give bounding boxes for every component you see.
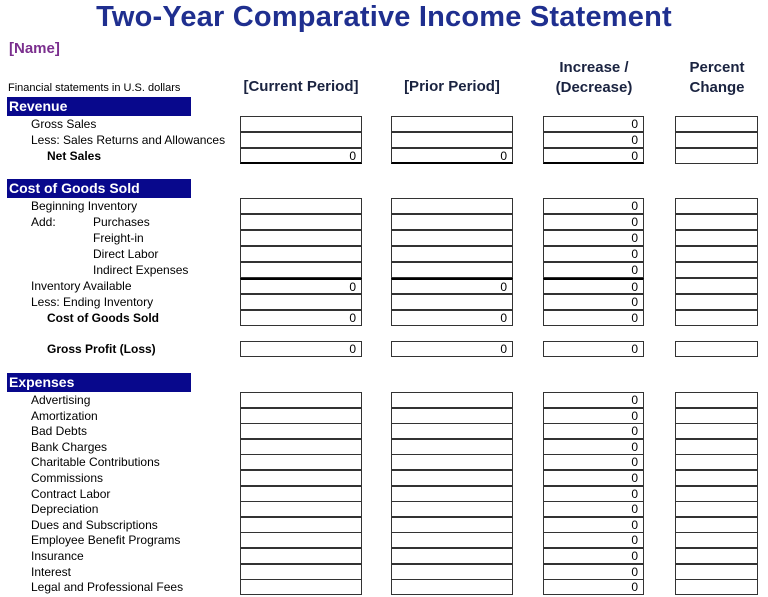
- percent-cell[interactable]: [675, 392, 758, 408]
- prior-period-cell[interactable]: [391, 579, 513, 595]
- percent-cell[interactable]: [675, 579, 758, 595]
- prior-period-cell[interactable]: [391, 439, 513, 455]
- prior-period-cell[interactable]: [391, 392, 513, 408]
- prior-period-cell[interactable]: [391, 132, 513, 148]
- percent-cell[interactable]: [675, 423, 758, 439]
- column-header-percent-line2: Change: [689, 79, 745, 96]
- percent-cell[interactable]: [675, 564, 758, 580]
- prior-period-cell[interactable]: [391, 532, 513, 548]
- current-period-cell[interactable]: 0: [240, 278, 362, 294]
- currency-note: Financial statements in U.S. dollars: [8, 82, 181, 94]
- percent-cell[interactable]: [675, 132, 758, 148]
- row-label: Advertising: [31, 393, 91, 407]
- percent-cell[interactable]: [675, 294, 758, 310]
- current-period-cell[interactable]: [240, 454, 362, 470]
- change-cell[interactable]: 0: [543, 517, 644, 533]
- current-period-cell[interactable]: [240, 392, 362, 408]
- prior-period-cell[interactable]: [391, 408, 513, 424]
- prior-period-cell[interactable]: [391, 262, 513, 278]
- row-label: Purchases: [93, 215, 150, 229]
- row-label: Bad Debts: [31, 424, 88, 439]
- change-cell[interactable]: 0: [543, 470, 644, 486]
- prior-period-cell[interactable]: [391, 470, 513, 486]
- percent-cell[interactable]: [675, 532, 758, 548]
- current-period-cell[interactable]: [240, 230, 362, 246]
- current-period-cell[interactable]: [240, 579, 362, 595]
- change-cell[interactable]: 0: [543, 454, 644, 470]
- current-period-cell[interactable]: [240, 262, 362, 278]
- prior-period-cell[interactable]: [391, 214, 513, 230]
- current-period-cell[interactable]: [240, 423, 362, 439]
- prior-period-cell[interactable]: [391, 486, 513, 502]
- current-period-cell[interactable]: [240, 246, 362, 262]
- column-header-increase-line1: Increase /: [559, 59, 629, 76]
- current-period-cell[interactable]: [240, 501, 362, 517]
- row-label: Inventory Available: [31, 279, 132, 293]
- change-cell[interactable]: 0: [543, 408, 644, 424]
- change-cell[interactable]: 0: [543, 132, 644, 148]
- change-cell[interactable]: 0: [543, 532, 644, 548]
- current-period-cell[interactable]: 0: [240, 341, 362, 357]
- row-label: Amortization: [31, 408, 98, 423]
- percent-cell[interactable]: [675, 454, 758, 470]
- change-cell[interactable]: 0: [543, 392, 644, 408]
- row-label: Insurance: [31, 549, 84, 563]
- change-cell[interactable]: 0: [543, 148, 644, 164]
- percent-cell[interactable]: [675, 214, 758, 230]
- current-period-cell[interactable]: [240, 198, 362, 214]
- prior-period-cell[interactable]: [391, 564, 513, 580]
- prior-period-cell[interactable]: 0: [391, 341, 513, 357]
- prior-period-cell[interactable]: [391, 198, 513, 214]
- change-cell[interactable]: 0: [543, 423, 644, 439]
- change-cell[interactable]: 0: [543, 564, 644, 580]
- row-prefix: Add:: [31, 215, 56, 229]
- change-cell[interactable]: 0: [543, 262, 644, 278]
- row-label: Less: Ending Inventory: [31, 295, 154, 309]
- percent-cell[interactable]: [675, 116, 758, 132]
- current-period-cell[interactable]: 0: [240, 148, 362, 164]
- prior-period-cell[interactable]: 0: [391, 310, 513, 326]
- current-period-cell[interactable]: [240, 517, 362, 533]
- prior-period-cell[interactable]: [391, 454, 513, 470]
- current-period-cell[interactable]: [240, 532, 362, 548]
- prior-period-cell[interactable]: [391, 230, 513, 246]
- row-label: Charitable Contributions: [31, 455, 160, 470]
- row-label: Less: Sales Returns and Allowances: [31, 133, 226, 147]
- prior-period-cell[interactable]: [391, 294, 513, 310]
- change-cell[interactable]: 0: [543, 246, 644, 262]
- row-label: Employee Benefit Programs: [31, 533, 181, 548]
- current-period-cell[interactable]: [240, 132, 362, 148]
- percent-cell[interactable]: [675, 501, 758, 517]
- percent-cell[interactable]: [675, 278, 758, 294]
- percent-cell[interactable]: [675, 148, 758, 164]
- current-period-cell[interactable]: 0: [240, 310, 362, 326]
- prior-period-cell[interactable]: [391, 517, 513, 533]
- row-label: Indirect Expenses: [93, 263, 189, 277]
- change-cell[interactable]: 0: [543, 116, 644, 132]
- row-label: Net Sales: [47, 149, 102, 163]
- column-header-percent: [667, 58, 767, 98]
- row-label: Legal and Professional Fees: [31, 580, 184, 595]
- prior-period-cell[interactable]: [391, 501, 513, 517]
- prior-period-cell[interactable]: 0: [391, 148, 513, 164]
- row-label: Interest: [31, 564, 72, 579]
- change-cell[interactable]: 0: [543, 214, 644, 230]
- change-cell[interactable]: 0: [543, 278, 644, 294]
- row-label: Depreciation: [31, 502, 99, 517]
- percent-cell[interactable]: [675, 408, 758, 424]
- row-label: Cost of Goods Sold: [47, 311, 159, 325]
- percent-cell[interactable]: [675, 517, 758, 533]
- change-cell[interactable]: 0: [543, 486, 644, 502]
- current-period-cell[interactable]: [240, 214, 362, 230]
- prior-period-cell[interactable]: [391, 548, 513, 564]
- name-placeholder[interactable]: [Name]: [9, 40, 60, 57]
- section-header-cogs: Cost of Goods Sold: [7, 179, 191, 198]
- column-header-increase-line2: (Decrease): [555, 79, 633, 96]
- section-header-revenue: Revenue: [7, 97, 191, 116]
- current-period-cell[interactable]: [240, 116, 362, 132]
- change-cell[interactable]: 0: [543, 439, 644, 455]
- row-label: Gross Profit (Loss): [47, 342, 156, 356]
- row-label: Gross Sales: [31, 117, 97, 131]
- current-period-cell[interactable]: [240, 470, 362, 486]
- current-period-cell[interactable]: [240, 439, 362, 455]
- percent-cell[interactable]: [675, 439, 758, 455]
- prior-period-cell[interactable]: [391, 246, 513, 262]
- current-period-cell[interactable]: [240, 408, 362, 424]
- row-label: Freight-in: [93, 231, 144, 245]
- change-cell[interactable]: 0: [543, 294, 644, 310]
- column-header-prior: [Prior Period]: [404, 78, 500, 95]
- column-header-current: [Current Period]: [243, 78, 359, 95]
- column-header-increase: [534, 58, 654, 98]
- prior-period-cell[interactable]: [391, 423, 513, 439]
- change-cell[interactable]: 0: [543, 548, 644, 564]
- percent-cell[interactable]: [675, 486, 758, 502]
- percent-cell[interactable]: [675, 230, 758, 246]
- change-cell[interactable]: 0: [543, 579, 644, 595]
- prior-period-cell[interactable]: 0: [391, 278, 513, 294]
- section-header-expenses: Expenses: [7, 373, 191, 392]
- row-label: Bank Charges: [31, 439, 108, 454]
- row-label: Commissions: [31, 471, 104, 485]
- change-cell[interactable]: 0: [543, 198, 644, 214]
- row-label: Contract Labor: [31, 486, 111, 501]
- prior-period-cell[interactable]: [391, 116, 513, 132]
- current-period-cell[interactable]: [240, 548, 362, 564]
- percent-cell[interactable]: [675, 310, 758, 326]
- change-cell[interactable]: 0: [543, 230, 644, 246]
- change-cell[interactable]: 0: [543, 310, 644, 326]
- change-cell[interactable]: 0: [543, 501, 644, 517]
- current-period-cell[interactable]: [240, 564, 362, 580]
- percent-cell[interactable]: [675, 198, 758, 214]
- row-label: Dues and Subscriptions: [31, 517, 158, 532]
- page-title: Two-Year Comparative Income Statement: [96, 1, 672, 33]
- current-period-cell[interactable]: [240, 294, 362, 310]
- percent-cell[interactable]: [675, 341, 758, 357]
- percent-cell[interactable]: [675, 548, 758, 564]
- row-label: Direct Labor: [93, 247, 159, 261]
- column-header-percent-line1: Percent: [689, 59, 745, 76]
- percent-cell[interactable]: [675, 262, 758, 278]
- row-label: Beginning Inventory: [31, 199, 138, 213]
- change-cell[interactable]: 0: [543, 341, 644, 357]
- current-period-cell[interactable]: [240, 486, 362, 502]
- percent-cell[interactable]: [675, 470, 758, 486]
- percent-cell[interactable]: [675, 246, 758, 262]
